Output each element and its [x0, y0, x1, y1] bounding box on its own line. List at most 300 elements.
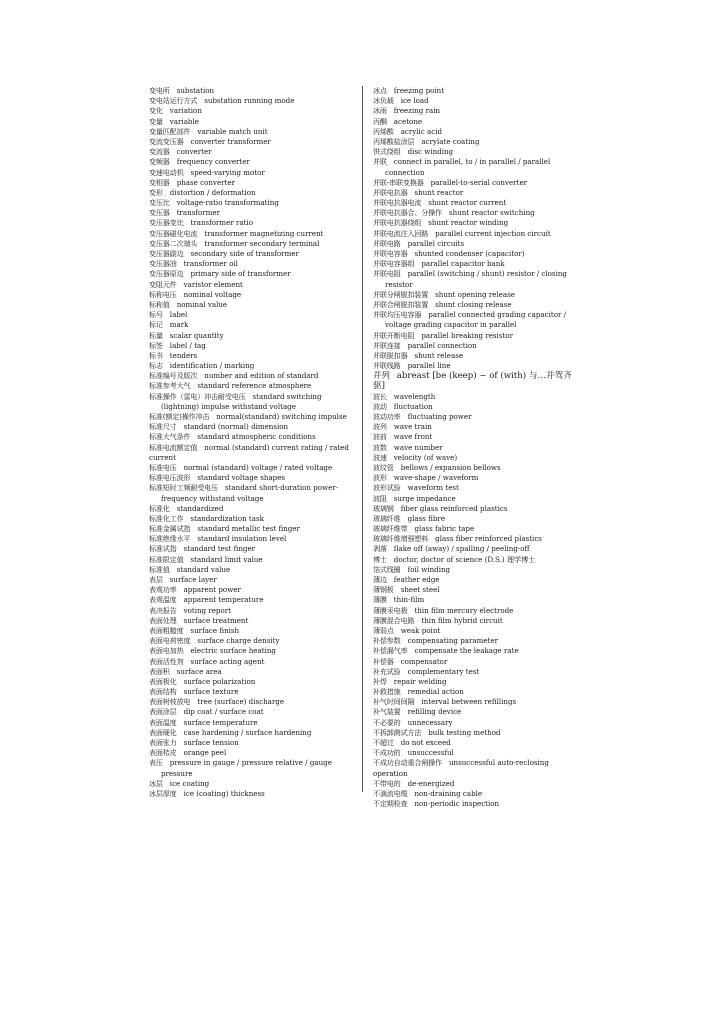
english-term: parallel current injection circuit — [435, 228, 551, 238]
english-term: transformer ratio — [190, 218, 254, 228]
english-term: standard voltage shapes — [197, 473, 286, 483]
english-term: do not exceed — [400, 738, 451, 747]
english-term: parallel capacitor bank — [421, 259, 505, 269]
left-column — [149, 86, 352, 799]
chinese-term: 玻璃纤维 — [373, 513, 401, 523]
glossary-entry — [373, 534, 576, 544]
glossary-entry — [373, 799, 576, 809]
chinese-term: 表面树枝放电 — [149, 697, 191, 707]
english-term: transformer oil — [183, 259, 238, 269]
chinese-term: 补气时间间隔 — [373, 697, 415, 707]
glossary-entry — [149, 412, 352, 422]
glossary-entry — [149, 575, 352, 585]
english-term: surface charge density — [197, 636, 280, 646]
chinese-term: 补偿漏气率 — [373, 646, 408, 656]
chinese-term: 标称电压 — [149, 289, 177, 299]
english-term: fluctuating power — [407, 412, 472, 421]
english-term: repair welding — [393, 676, 447, 686]
chinese-term: 不成功自动重合闸操作 — [373, 758, 442, 768]
chinese-term: 丙烯酸 — [373, 126, 394, 136]
glossary-entry — [149, 636, 352, 646]
chinese-term: 变压器变比 — [149, 218, 184, 228]
english-term: complementary test — [407, 666, 480, 676]
english-term: standard short-duration power-frequency withstand voltage — [161, 483, 339, 503]
chinese-term: 标准化 — [149, 503, 170, 513]
glossary-entry — [149, 524, 352, 534]
english-term: parallel (switching / shunt) resistor / closing resistor — [385, 269, 567, 289]
chinese-term: 冰点 — [373, 86, 387, 95]
glossary-entry — [149, 463, 352, 473]
glossary-entry — [373, 473, 576, 483]
glossary-entry — [373, 259, 576, 269]
chinese-term: 冰负载 — [373, 96, 394, 106]
english-term: nominal value — [176, 299, 228, 309]
english-term: primary side of transformer — [190, 269, 291, 279]
chinese-term: 波前 — [373, 432, 387, 442]
english-term: apparent power — [183, 585, 241, 595]
chinese-term: 变电站运行方式 — [149, 96, 198, 106]
chinese-term: 表面处理 — [149, 615, 177, 625]
chinese-term: 表面电加热 — [149, 646, 184, 656]
chinese-term: 薄弱点 — [373, 625, 394, 635]
chinese-term: 薄膜汞电极 — [373, 605, 408, 615]
glossary-entry — [149, 96, 352, 106]
chinese-term: 不必要的 — [373, 717, 401, 727]
chinese-term: 表面桔皮 — [149, 748, 177, 758]
chinese-term: 并联连接 — [373, 340, 401, 350]
english-term: wave front — [393, 432, 433, 442]
glossary-entry — [149, 259, 352, 269]
chinese-term: 薄膜混合电路 — [373, 615, 415, 625]
english-term: surface polarization — [183, 676, 256, 686]
chinese-term: 并联电流注入回路 — [373, 228, 429, 238]
chinese-term: 表面积 — [149, 666, 170, 676]
english-term: shunt release — [414, 350, 464, 360]
glossary-entry — [373, 606, 576, 616]
english-term: acrylate coating — [421, 136, 480, 146]
glossary-entry — [373, 392, 576, 402]
english-term: label / tag — [169, 340, 206, 350]
english-term: non-periodic inspection — [414, 799, 500, 809]
english-term: surface treatment — [183, 615, 249, 625]
english-term: normal (standard) voltage / rated voltage — [183, 462, 333, 472]
chinese-term: 并联 — [373, 157, 387, 167]
english-term: voting report — [183, 605, 231, 615]
english-term: remedial action — [407, 687, 464, 697]
english-term: pressure in gauge / pressure relative / gauge pressure — [161, 758, 332, 778]
english-term: distortion / deformation — [169, 187, 256, 197]
glossary-entry — [149, 422, 352, 432]
glossary-entry — [373, 616, 576, 626]
chinese-term: 并联电阻 — [373, 269, 401, 279]
glossary-entry — [373, 453, 576, 463]
english-term: surface temperature — [183, 717, 258, 727]
chinese-term: 波长 — [373, 391, 387, 401]
english-term: wave train — [393, 422, 432, 432]
english-term: secondary side of transformer — [190, 249, 299, 258]
chinese-term: 波动功率 — [373, 412, 401, 421]
chinese-term: 表面温度 — [149, 717, 177, 727]
glossary-entry — [149, 218, 352, 228]
chinese-term: 表面活性剂 — [149, 656, 184, 666]
glossary-entry — [373, 504, 576, 514]
english-term: mark — [169, 320, 189, 330]
english-term: nominal voltage — [183, 289, 242, 299]
chinese-term: 薄膜 — [373, 595, 387, 605]
english-term: varistor element — [183, 279, 243, 289]
glossary-entry — [373, 789, 576, 799]
glossary-entry — [373, 494, 576, 504]
chinese-term: 丙酮 — [373, 116, 387, 126]
chinese-term: 标准电压 — [149, 462, 177, 472]
chinese-term: 并联合闸脱扣装置 — [373, 299, 429, 309]
english-term: surface area — [176, 666, 222, 676]
glossary-entry — [149, 371, 352, 381]
glossary-entry — [149, 432, 352, 442]
glossary-entry — [149, 269, 352, 279]
glossary-entry — [373, 758, 576, 778]
glossary-entry — [149, 483, 352, 503]
chinese-term: 冰雨 — [373, 106, 387, 116]
chinese-term: 变量匹配部件 — [149, 126, 191, 136]
english-term: converter transformer — [190, 136, 271, 146]
english-term: transformer magnetizing current — [204, 228, 324, 238]
english-term: glass fiber reinforced plastics — [435, 534, 542, 544]
english-term: identification / marking — [169, 361, 255, 371]
chinese-term: 变压器磁化电流 — [149, 228, 198, 238]
english-term: tree (surface) discharge — [197, 697, 285, 707]
glossary-entry — [149, 341, 352, 351]
glossary-entry — [149, 392, 352, 412]
english-term: foil winding — [407, 564, 451, 574]
chinese-term: 不拆卸测试方法 — [373, 727, 422, 737]
glossary-entry — [373, 585, 576, 595]
chinese-term: 标准绝缘水平 — [149, 534, 191, 544]
glossary-entry — [373, 565, 576, 575]
chinese-term: 变压器油 — [149, 259, 177, 269]
chinese-term: 博士 — [373, 554, 387, 564]
glossary-entry — [149, 657, 352, 667]
english-term: refilling device — [407, 707, 462, 717]
glossary-entry — [373, 483, 576, 493]
glossary-entry — [373, 463, 576, 473]
english-term: orange peel — [183, 748, 227, 758]
english-term: parallel line — [407, 361, 451, 371]
chinese-term: 标量 — [149, 330, 163, 340]
glossary-entry — [149, 789, 352, 799]
glossary-entry — [373, 371, 576, 391]
english-term: shunted condenser (capacitor) — [414, 249, 525, 258]
glossary-entry — [149, 504, 352, 514]
chinese-term: 变频器 — [149, 157, 170, 167]
chinese-term: 丙烯酸盐涂层 — [373, 136, 415, 146]
english-term: standardized — [176, 503, 224, 513]
glossary-entry — [373, 290, 576, 300]
chinese-term: 变阻元件 — [149, 279, 177, 289]
chinese-term: 表面电荷密度 — [149, 636, 191, 646]
glossary-entry — [373, 249, 576, 259]
chinese-term: 并联线路 — [373, 361, 401, 371]
chinese-term: 波动 — [373, 401, 387, 411]
chinese-term: 不超过 — [373, 738, 394, 747]
glossary-entry — [373, 96, 576, 106]
english-term: surface texture — [183, 687, 239, 697]
chinese-term: 变形 — [149, 187, 163, 197]
right-column — [373, 86, 576, 809]
glossary-entry — [373, 351, 576, 361]
english-term: standardization task — [190, 513, 264, 523]
chinese-term: 标书 — [149, 350, 163, 360]
glossary-entry — [149, 168, 352, 178]
glossary-entry — [373, 300, 576, 310]
english-term: standard atmospheric conditions — [197, 432, 316, 442]
english-term: shunt reactor switching — [448, 208, 535, 218]
chinese-term: 变化 — [149, 106, 163, 116]
glossary-entry — [373, 208, 576, 218]
english-term: speed-varying motor — [190, 167, 265, 177]
glossary-entry — [373, 178, 576, 188]
glossary-entry — [373, 432, 576, 442]
english-term: wavelength — [393, 391, 436, 401]
glossary-entry — [149, 718, 352, 728]
glossary-entry — [373, 677, 576, 687]
chinese-term: 标准化工作 — [149, 513, 184, 523]
chinese-term: 标号 — [149, 310, 163, 320]
chinese-term: 标志 — [149, 361, 163, 371]
glossary-entry — [149, 310, 352, 320]
glossary-entry — [149, 473, 352, 483]
english-term: standard reference atmosphere — [197, 381, 312, 391]
chinese-term: 玻璃纤维带 — [373, 524, 408, 534]
english-term: unsuccessful — [407, 748, 454, 758]
english-term: freezing point — [393, 86, 445, 95]
chinese-term: 标准试指 — [149, 544, 177, 554]
english-term: wave-shape / waveform — [393, 473, 479, 483]
english-term: thin film mercury electrode — [414, 605, 514, 615]
english-term: weak point — [400, 625, 441, 635]
glossary-entry — [373, 657, 576, 667]
glossary-entry — [373, 402, 576, 412]
glossary-entry — [149, 147, 352, 157]
glossary-entry — [149, 361, 352, 371]
chinese-term: 并列 — [373, 371, 390, 382]
english-term: case hardening / surface hardening — [183, 727, 312, 737]
chinese-term: 并联分闸脱扣装置 — [373, 289, 429, 299]
chinese-term: 变压器二次端头 — [149, 238, 198, 248]
english-term: bulk testing method — [428, 727, 501, 737]
chinese-term: 表压 — [149, 758, 163, 768]
glossary-entry — [373, 106, 576, 116]
english-term: variable match unit — [197, 126, 268, 136]
chinese-term: 标准短时工频耐受电压 — [149, 483, 218, 493]
glossary-entry — [149, 239, 352, 249]
glossary-entry — [373, 137, 576, 147]
glossary-entry — [149, 677, 352, 687]
english-term: normal(standard) switching impulse — [216, 412, 347, 421]
glossary-entry — [149, 514, 352, 524]
chinese-term: 并联-串联变换器 — [373, 177, 424, 187]
english-term: scalar quantity — [169, 330, 224, 340]
chinese-term: 波列 — [373, 422, 387, 432]
english-term: shunt reactor current — [428, 198, 507, 208]
glossary-entry — [149, 106, 352, 116]
glossary-entry — [373, 269, 576, 289]
glossary-entry — [149, 280, 352, 290]
chinese-term: 玻璃钢 — [373, 503, 394, 513]
glossary-entry — [149, 351, 352, 361]
chinese-term: 饼式绕组 — [373, 147, 401, 157]
english-term: label — [169, 310, 188, 320]
glossary-entry — [373, 697, 576, 707]
glossary-entry — [373, 667, 576, 677]
english-term: connect in parallel, to / in parallel / parallel connection — [385, 157, 551, 177]
english-term: frequency converter — [176, 157, 250, 167]
chinese-term: 标准金属试指 — [149, 524, 191, 534]
chinese-term: 表观温度 — [149, 595, 177, 605]
chinese-term: 薄钢板 — [373, 585, 394, 595]
english-term: glass fibre — [407, 513, 446, 523]
glossary-entry — [149, 381, 352, 391]
english-term: parallel circuits — [407, 238, 465, 248]
glossary-entry — [149, 707, 352, 717]
english-term: surface acting agent — [190, 656, 265, 666]
chinese-term: 箔式线圈 — [373, 564, 401, 574]
english-term: transformer — [176, 208, 220, 218]
glossary-entry — [149, 646, 352, 656]
chinese-term: 补充试验 — [373, 666, 401, 676]
chinese-term: 玻璃纤维增强塑料 — [373, 534, 429, 544]
glossary-entry — [149, 616, 352, 626]
chinese-term: 变压器原边 — [149, 269, 184, 279]
english-term: voltage-ratio transformating — [176, 198, 279, 208]
chinese-term: 标准值 — [149, 564, 170, 574]
chinese-term: 不成功的 — [373, 748, 401, 758]
english-term: shunt closing release — [435, 299, 512, 309]
english-term: converter — [176, 147, 212, 157]
chinese-term: 变压器副边 — [149, 249, 184, 258]
glossary-entry — [149, 667, 352, 677]
glossary-entry — [149, 229, 352, 239]
glossary-entry — [149, 320, 352, 330]
glossary-entry — [149, 534, 352, 544]
english-term: freezing rain — [393, 106, 441, 116]
chinese-term: 波阻 — [373, 493, 387, 503]
english-term: substation running mode — [204, 96, 295, 106]
chinese-term: 冰层 — [149, 778, 163, 788]
chinese-term: 标签 — [149, 340, 163, 350]
english-term: thin film hybrid circuit — [421, 615, 503, 625]
chinese-term: 不滴流电缆 — [373, 788, 408, 798]
chinese-term: 补焊 — [373, 676, 387, 686]
chinese-term: 变电所 — [149, 86, 170, 95]
english-term: interval between refillings — [421, 697, 517, 707]
chinese-term: 并联电抗器合、分操作 — [373, 208, 442, 218]
english-term: unsuccessful auto-reclosing operation — [373, 758, 549, 778]
glossary-entry — [373, 524, 576, 534]
chinese-term: 波形试验 — [373, 483, 401, 493]
chinese-term: 波形 — [373, 473, 387, 483]
glossary-entry — [373, 575, 576, 585]
chinese-term: 表面张力 — [149, 738, 177, 747]
glossary-entry — [373, 412, 576, 422]
chinese-term: 表面涂层 — [149, 707, 177, 717]
glossary-entry — [373, 555, 576, 565]
chinese-term: 标称值 — [149, 299, 170, 309]
glossary-entry — [373, 239, 576, 249]
glossary-entry — [149, 738, 352, 748]
english-term: electric surface heating — [190, 646, 276, 656]
chinese-term: 表面粗糙度 — [149, 625, 184, 635]
english-term: parallel connection — [407, 340, 477, 350]
english-term: non-draining cable — [414, 788, 483, 798]
english-term: velocity (of wave) — [393, 452, 458, 462]
chinese-term: 补气装置 — [373, 707, 401, 717]
chinese-term: 标记 — [149, 320, 163, 330]
chinese-term: 并联开断电阻 — [373, 330, 415, 340]
english-term: transformer secondary terminal — [204, 238, 320, 248]
english-term: sheet steel — [400, 585, 440, 595]
glossary-entry — [149, 687, 352, 697]
glossary-entry — [149, 595, 352, 605]
glossary-entry — [149, 198, 352, 208]
column-divider — [362, 86, 363, 792]
glossary-entry — [149, 300, 352, 310]
chinese-term: 标准大气条件 — [149, 432, 191, 442]
glossary-entry — [149, 331, 352, 341]
glossary-entry — [373, 341, 576, 351]
chinese-term: 标准(额定)操作冲击 — [149, 412, 210, 421]
english-term: compensate the leakage rate — [414, 646, 519, 656]
english-term: feather edge — [393, 575, 440, 584]
english-term: ice (coating) thickness — [183, 788, 265, 798]
english-term: fluctuation — [393, 401, 433, 411]
english-term: standard (normal) dimension — [183, 422, 289, 432]
chinese-term: 并联电容器 — [373, 249, 408, 258]
english-term: fiber glass reinforced plastics — [400, 503, 508, 513]
glossary-entry — [373, 361, 576, 371]
glossary-entry — [373, 738, 576, 748]
glossary-entry — [149, 208, 352, 218]
chinese-term: 并联电抗器电流 — [373, 198, 422, 208]
chinese-term: 变压比 — [149, 198, 170, 208]
glossary-entry — [373, 646, 576, 656]
chinese-term: 变流变压器 — [149, 136, 184, 146]
glossary-entry — [149, 555, 352, 565]
english-term: tenders — [169, 350, 198, 360]
chinese-term: 变流器 — [149, 147, 170, 157]
glossary-entry — [149, 157, 352, 167]
chinese-term: 剥落 — [373, 544, 387, 554]
english-term: surface finish — [190, 625, 240, 635]
glossary-entry — [149, 606, 352, 616]
english-term: number and edition of standard — [204, 371, 319, 381]
english-term: substation — [176, 86, 215, 95]
glossary-entry — [373, 422, 576, 432]
glossary-entry — [373, 127, 576, 137]
english-term: unnecessary — [407, 717, 453, 727]
glossary-entry — [149, 779, 352, 789]
glossary-entry — [373, 595, 576, 605]
english-term: surface layer — [169, 575, 217, 584]
english-term: parallel-to-serial converter — [430, 177, 528, 187]
english-term: acetone — [393, 116, 423, 126]
english-term: apparent temperature — [183, 595, 264, 605]
english-term: parallel connected grading capacitor / voltage grading capacitor in parallel — [385, 310, 567, 330]
glossary-entry — [149, 178, 352, 188]
chinese-term: 不带电的 — [373, 778, 401, 788]
chinese-term: 并联电抗器绕组 — [373, 218, 422, 228]
english-term: abreast [be (keep) ~ of (with) 与…并驾齐驱] — [373, 371, 572, 392]
